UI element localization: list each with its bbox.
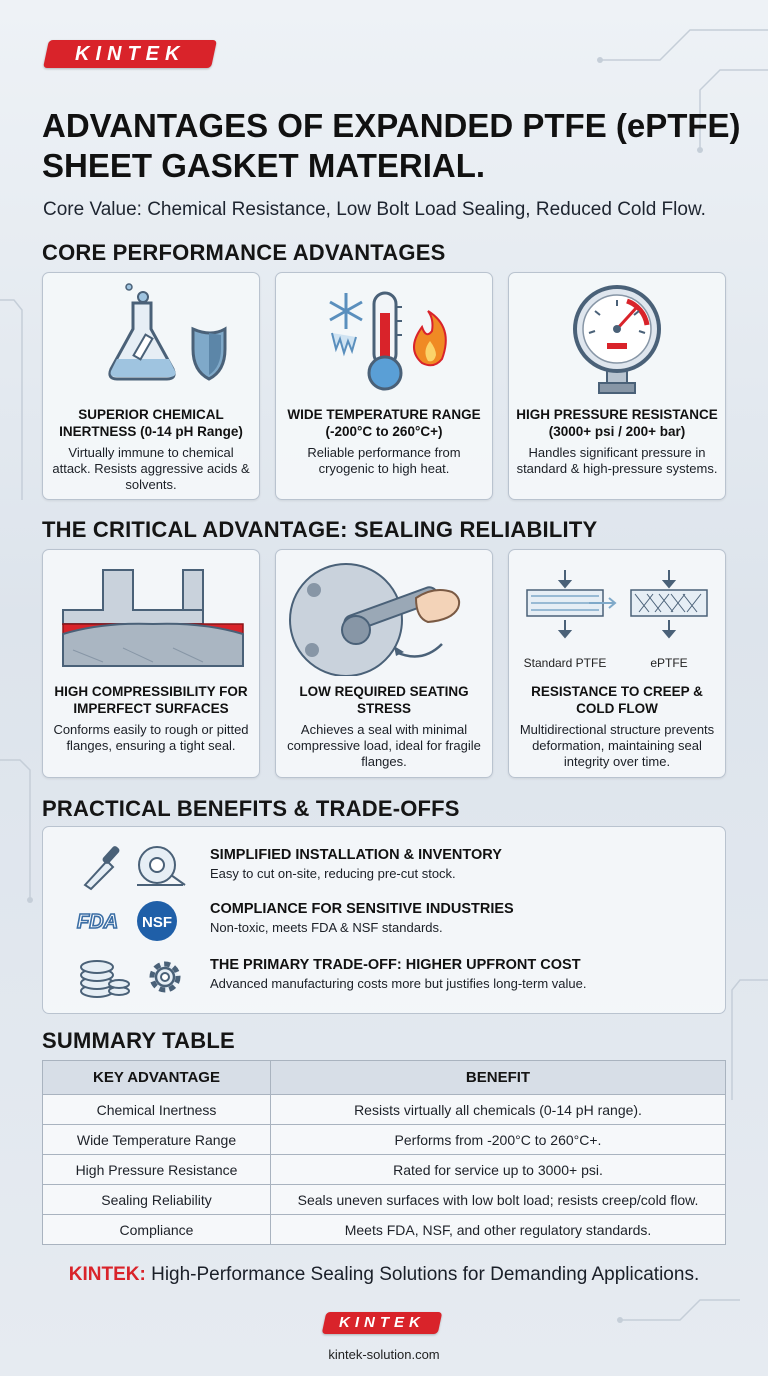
card-title: LOW REQUIRED SEATING STRESS	[299, 684, 469, 716]
table-row	[43, 1215, 726, 1245]
table-cell: Compliance	[43, 1215, 271, 1245]
page-subtitle: Core Value: Chemical Resistance, Low Bolt Load Sealing, Reduced Cold Flow.	[43, 199, 706, 220]
card-chemical-inertness	[42, 272, 260, 500]
card-title: SUPERIOR CHEMICAL INERTNESS (0-14 pH Range)	[59, 407, 243, 439]
card-compressibility	[42, 549, 260, 778]
knife-icon	[85, 845, 121, 889]
snowflake-icon	[330, 293, 362, 329]
benefit-title: THE PRIMARY TRADE-OFF: HIGHER UPFRONT COST	[210, 957, 581, 973]
table-cell: Chemical Inertness	[43, 1095, 271, 1125]
summary-table-heading: SUMMARY TABLE	[42, 1028, 235, 1053]
card-title: RESISTANCE TO CREEP & COLD FLOW	[531, 684, 703, 716]
card-creep-resistance	[508, 549, 726, 778]
table-cell: Performs from -200°C to 260°C+.	[271, 1125, 726, 1155]
thermometer-icon	[276, 273, 492, 399]
benefit-row-cost	[43, 951, 725, 1001]
benefit-row-installation	[43, 841, 725, 891]
card-temperature-range	[275, 272, 493, 500]
benefit-title: COMPLIANCE FOR SENSITIVE INDUSTRIES	[210, 901, 514, 917]
card-seating-stress	[275, 549, 493, 778]
standard-ptfe-label: Standard PTFE	[523, 656, 607, 670]
fda-nsf-icons	[75, 895, 195, 945]
benefit-description: Non-toxic, meets FDA & NSF standards.	[210, 920, 443, 935]
coins-gear-icons	[75, 951, 195, 1001]
card-description: Multidirectional structure prevents deformation, maintaining seal integrity over time.	[519, 722, 715, 769]
card-description: Conforms easily to rough or pitted flanges, ensuring a tight seal.	[53, 722, 249, 753]
table-row	[43, 1095, 726, 1125]
card-title: HIGH COMPRESSIBILITY FOR IMPERFECT SURFACES	[54, 684, 248, 716]
fda-logo-icon: FDA	[77, 911, 119, 933]
knife-tape-icons	[75, 841, 195, 891]
card-description: Achieves a seal with minimal compressive load, ideal for fragile flanges.	[287, 722, 481, 769]
benefit-title: SIMPLIFIED INSTALLATION & INVENTORY	[210, 847, 502, 863]
table-row	[43, 1155, 726, 1185]
logo-text: KINTEK	[339, 1314, 425, 1331]
wrench-icon	[276, 550, 492, 676]
column-header: BENEFIT	[271, 1061, 726, 1095]
practical-benefits-heading: PRACTICAL BENEFITS & TRADE-OFFS	[42, 796, 460, 821]
nsf-logo-text: NSF	[142, 914, 172, 931]
card-description: Virtually immune to chemical attack. Resists aggressive acids & solvents.	[52, 445, 250, 492]
pressure-gauge-icon	[509, 273, 725, 399]
tape-roll-icon	[137, 847, 185, 885]
table-row	[43, 1125, 726, 1155]
sealing-reliability-heading: THE CRITICAL ADVANTAGE: SEALING RELIABILITY	[42, 517, 598, 542]
card-title: WIDE TEMPERATURE RANGE (-200°C to 260°C+)	[287, 407, 481, 439]
card-description: Reliable performance from cryogenic to high heat.	[307, 445, 461, 476]
footer-tagline	[0, 1264, 768, 1286]
coin-stack-icon	[81, 961, 129, 997]
table-cell: Rated for service up to 3000+ psi.	[271, 1155, 726, 1185]
summary-table	[42, 1060, 726, 1245]
card-description: Handles significant pressure in standard & high-pressure systems.	[516, 445, 718, 476]
benefit-row-compliance	[43, 895, 725, 945]
footer-brand: KINTEK:	[68, 1264, 146, 1285]
eptfe-label: ePTFE	[650, 656, 688, 670]
flask-shield-icon	[43, 273, 259, 399]
logo-text: KINTEK	[74, 43, 186, 65]
benefit-description: Easy to cut on-site, reducing pre-cut stock.	[210, 866, 456, 881]
kintek-logo	[43, 40, 217, 68]
table-row	[43, 1185, 726, 1215]
footer-tagline-text: High-Performance Sealing Solutions for Demanding Applications.	[145, 1264, 700, 1285]
flange-gasket-icon	[43, 550, 259, 676]
page-title: ADVANTAGES OF EXPANDED PTFE (ePTFE) SHEET GASKET MATERIAL.	[42, 107, 741, 184]
benefit-description: Advanced manufacturing costs more but justifies long-term value.	[210, 976, 587, 991]
gear-icon	[152, 964, 178, 990]
table-cell: Meets FDA, NSF, and other regulatory standards.	[271, 1215, 726, 1245]
practical-benefits-panel	[42, 826, 726, 1014]
website-url: kintek-solution.com	[328, 1347, 440, 1362]
table-cell: High Pressure Resistance	[43, 1155, 271, 1185]
column-header: KEY ADVANTAGE	[43, 1061, 271, 1095]
table-cell: Resists virtually all chemicals (0-14 pH range).	[271, 1095, 726, 1125]
table-header-row	[43, 1061, 726, 1095]
table-cell: Seals uneven surfaces with low bolt load; resists creep/cold flow.	[271, 1185, 726, 1215]
nsf-logo-icon	[137, 901, 177, 941]
table-cell: Sealing Reliability	[43, 1185, 271, 1215]
card-title: HIGH PRESSURE RESISTANCE (3000+ psi / 200+ bar)	[516, 407, 718, 439]
core-advantages-heading: CORE PERFORMANCE ADVANTAGES	[42, 240, 446, 265]
table-cell: Wide Temperature Range	[43, 1125, 271, 1155]
kintek-logo-footer	[322, 1312, 443, 1334]
card-pressure-resistance	[508, 272, 726, 500]
